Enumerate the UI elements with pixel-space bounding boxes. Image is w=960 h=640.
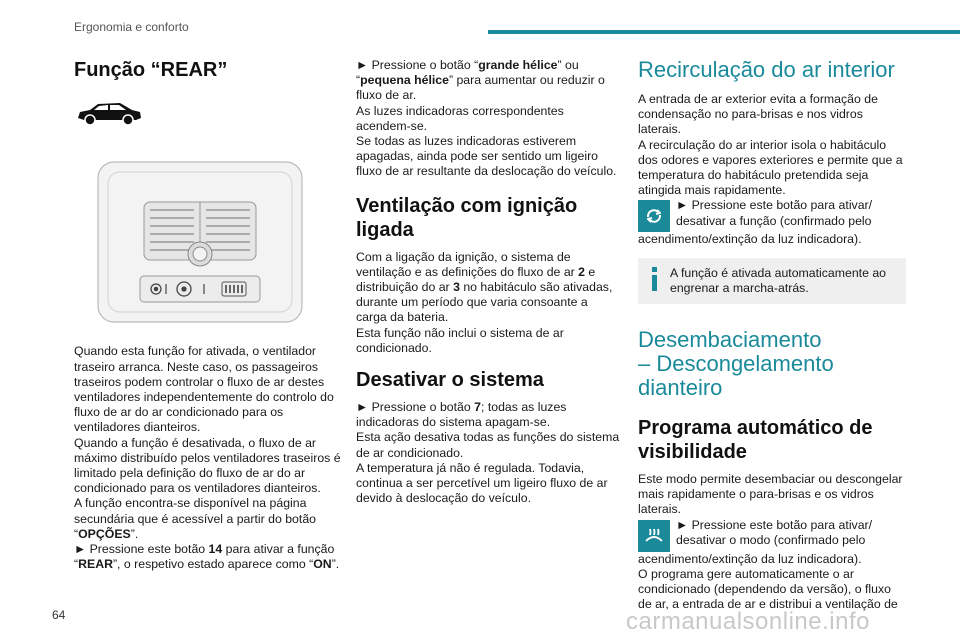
section-heading-disable: Desativar o sistema	[356, 369, 544, 392]
paragraph: O programa gere automaticamente o ar condicionado (dependendo da versão), o fluxo de ar, a entrada de ar e distribui a ventilação de	[638, 566, 898, 612]
paragraph: Este modo permite desembaciar ou descongelar mais rapidamente o para-brisas e os vidros laterais.	[638, 472, 903, 517]
section-heading-recirculation: Recirculação do ar interior	[638, 57, 895, 82]
section-heading-defrost: Desembaciamento – Descongelamento dianteiro	[638, 327, 834, 401]
watermark-text: carmanualsonline.info	[626, 608, 870, 635]
header-accent-bar	[488, 30, 960, 34]
paragraph: acendimento/extinção da luz indicadora).	[638, 551, 862, 566]
paragraph: A recirculação do ar interior isola o habitáculo dos odores e vapores exteriores e permite que a temperatura do habitáculo pretendida seja atingida mais rapidamente.	[638, 137, 903, 198]
section-heading-visibility: Programa automático de visibilidade	[638, 417, 873, 464]
paragraph: Com a ligação da ignição, o sistema de ventilação e as definições do fluxo de ar 2 e distribuição do ar 3 no habitáculo são ativadas, durante um período que varia consoante a carga da bateria.	[356, 249, 613, 325]
paragraph: Quando a função é desativada, o fluxo de ar máximo distribuído pelos ventiladores traseiros é limitado pela definição do fluxo de ar do ar condicionado para os ventiladores dianteiros.	[74, 435, 341, 496]
paragraph: ► Pressione este botão 14 para ativar a função “REAR”, o respetivo estado aparece como “ON”.	[74, 542, 340, 572]
column-2	[356, 58, 620, 506]
paragraph: As luzes indicadoras correspondentes acendem-se.	[356, 103, 564, 133]
recirculation-instruction: ► Pressione este botão para ativar/ desativar a função (confirmado pelo	[638, 198, 906, 232]
paragraph: acendimento/extinção da luz indicadora).	[638, 232, 862, 247]
paragraph: Esta função não inclui o sistema de ar condicionado.	[356, 325, 564, 355]
paragraph: Se todas as luzes indicadoras estiverem apagadas, ainda pode ser sentido um ligeiro fluxo de ar resultante da deslocação do veículo.	[356, 134, 617, 179]
section-heading-ventilation: Ventilação com ignição ligada	[356, 194, 578, 241]
paragraph: ► Pressione o botão 7; todas as luzes indicadoras do sistema apagam-se.	[356, 400, 567, 430]
paragraph: Quando esta função for ativada, o ventilador traseiro arranca. Neste caso, os passageiros traseiros podem controlar o fluxo de ar destes ventiladores independentemente do controlo do fluxo de ar do ar condicionado para os ventiladores dianteiros.	[74, 344, 334, 435]
section-heading-rear: Função “REAR”	[74, 59, 228, 81]
column-1	[74, 52, 342, 572]
car-suv-icon	[74, 98, 144, 128]
recirculation-icon	[638, 200, 670, 232]
paragraph: A temperatura já não é regulada. Todavia, continua a ser percetível um ligeiro fluxo de ar devido à deslocação do veículo.	[356, 460, 608, 506]
paragraph: ► Pressione o botão “grande hélice” ou “pequena hélice” para aumentar ou reduzir o fluxo de ar.	[356, 58, 605, 103]
paragraph: Esta ação desativa todas as funções do sistema de ar condicionado.	[356, 430, 620, 460]
running-header: Ergonomia e conforto	[74, 20, 189, 34]
windscreen-defrost-icon	[638, 520, 670, 552]
paragraph: A função encontra-se disponível na página secundária que é acessível a partir do botão “OPÇÕES”.	[74, 496, 316, 541]
info-note: A função é ativada automaticamente ao engrenar a marcha-atrás.	[638, 258, 906, 304]
visibility-instruction: ► Pressione este botão para ativar/ desativar o modo (confirmado pelo	[638, 518, 906, 552]
paragraph: A entrada de ar exterior evita a formação de condensação no para-brisas e nos vidros laterais.	[638, 92, 878, 137]
column-3	[638, 56, 906, 612]
info-icon	[648, 266, 662, 292]
page-number: 64	[52, 608, 66, 622]
rear-vent-panel-illustration	[94, 158, 306, 326]
